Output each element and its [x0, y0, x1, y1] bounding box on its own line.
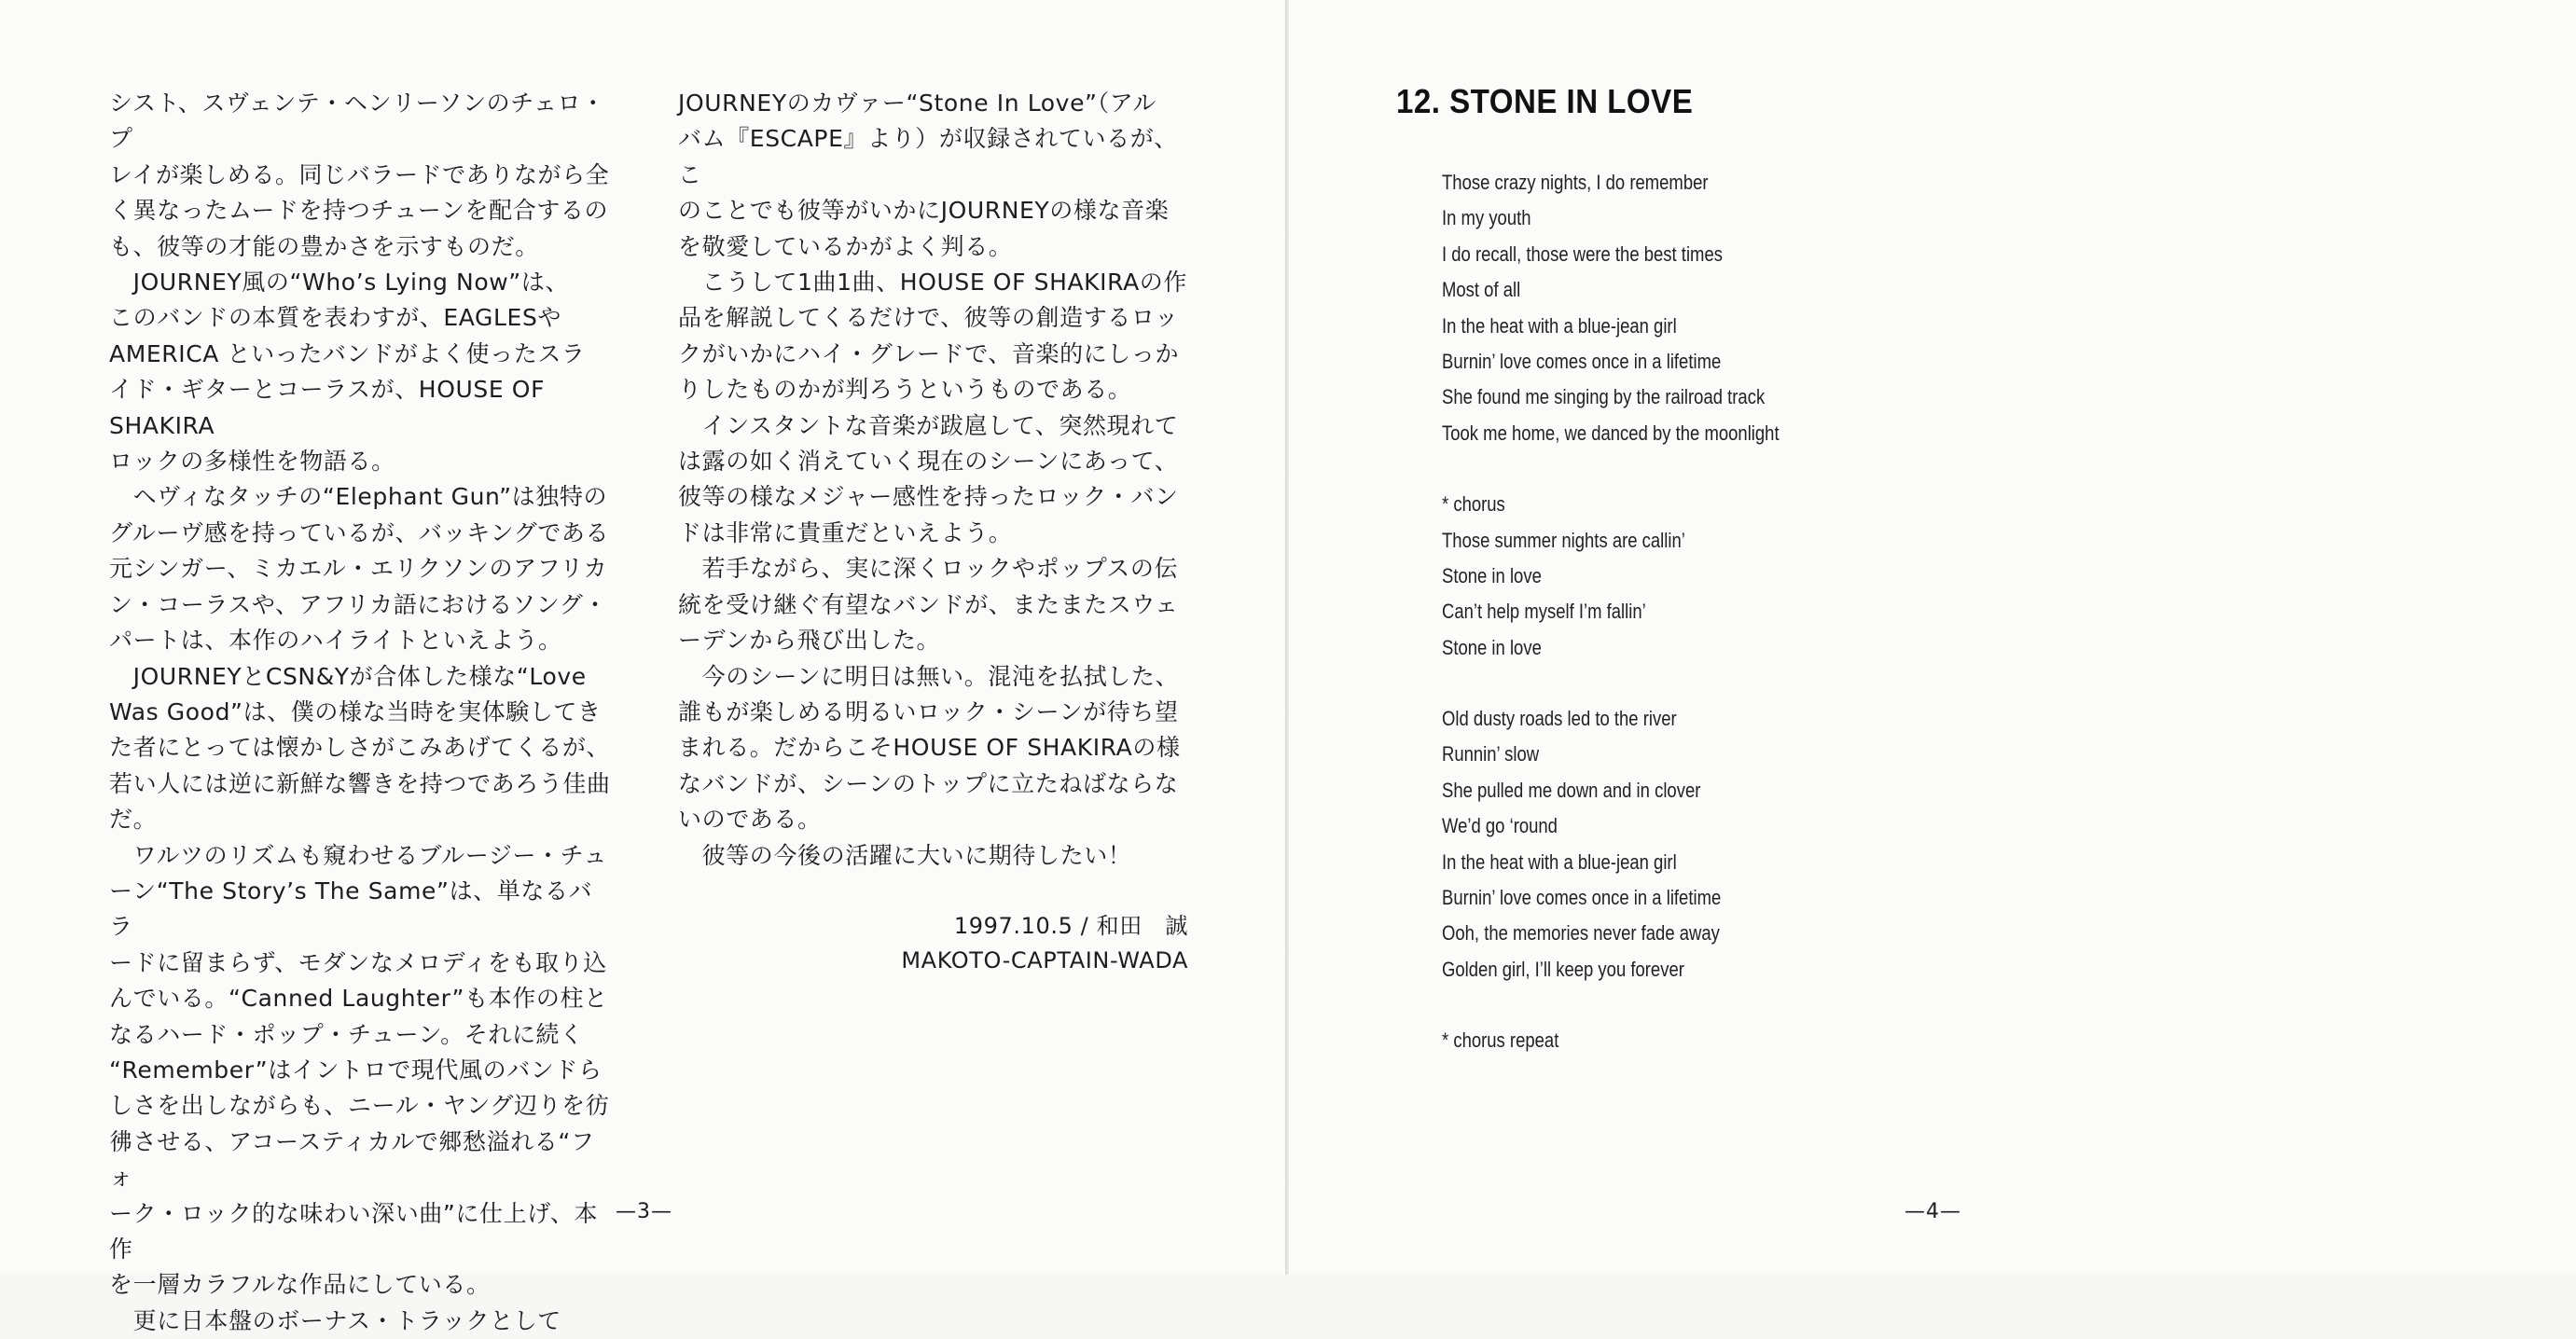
paragraph: 彼等の今後の活躍に大いに期待したい！ [678, 841, 1132, 869]
lyric-line: Burnin’ love comes once in a lifetime [1442, 886, 1722, 910]
lyric-line: She pulled me down and in clover [1442, 778, 1701, 802]
liner-notes-column-1 [109, 86, 613, 1339]
lyric-line: Those crazy nights, I do remember [1442, 171, 1709, 194]
lyric-line: Ooh, the memories never fade away [1442, 921, 1720, 946]
lyric-line: Stone in love [1442, 635, 1542, 659]
lyric-line: She found me singing by the railroad track [1442, 385, 1766, 409]
chorus-repeat [1442, 1023, 1780, 1058]
lyric-line: In the heat with a blue-jean girl [1442, 849, 1677, 874]
paragraph: ヘヴィなタッチの“Elephant Gun”は独特の グルーヴ感を持っているが、バッキングである 元シンガー、ミカエル・エリクソンのアフリカ ン・コーラスや、アフリカ語におけるソング・ パートは、本作のハイライトといえよう。 [109, 483, 610, 655]
paragraph: 今のシーンに明日は無い。混沌を払拭した、 誰もが楽しめる明るいロック・シーンが待ち望 まれる。だからこそHOUSE OF SHAKIRAの様 なバンドが、シーンのトップに立たねばならな いのである。 [678, 662, 1181, 834]
lyric-line: Burnin’ love comes once in a lifetime [1442, 349, 1722, 373]
chorus [1442, 487, 1780, 666]
page-number-left: —3— [616, 1200, 672, 1223]
paragraph: こうして1曲1曲、HOUSE OF SHAKIRAの作 品を解説してくるだけで、彼等の創造するロッ クがいかにハイ・グレードで、音楽的にしっか りしたものかが判ろうというものである。 [678, 269, 1187, 404]
lyric-line: Golden girl, I’ll keep you forever [1442, 957, 1684, 981]
lyrics [1442, 165, 1780, 1095]
chorus-repeat-label: * chorus repeat [1442, 1028, 1559, 1053]
paragraph: JOURNEY風の“Who’s Lying Now”は、 このバンドの本質を表わすが、EAGLESや AMERICA といったバンドがよく使ったスラ イド・ギターとコーラスが、HOUSE OF SHAKIRA ロックの多様性を物語る。 [109, 269, 586, 476]
lyric-line: In the heat with a blue-jean girl [1442, 313, 1677, 338]
paragraph: ワルツのリズムも窺わせるブルージー・チュ ーン“The Story’s The Same”は、単なるバラ ードに留まらず、モダンなメロディをも取り込 んでいる。“Canned Laughter”も本作の柱と なるハード・ポップ・チューン。それに続く “Remember”はイントロで現代風のバンドら しさを出しながらも、ニール・ヤング辺りを彷 彿させる、アコースティカルで郷愁溢れる“フォ ーク・ロック的な味わい深い曲”に仕上げ、本作 を一層カラフルな作品にしている。 [109, 841, 610, 1299]
lyric-line: Most of all [1442, 278, 1521, 302]
lyric-line: In my youth [1442, 206, 1531, 230]
verse-1 [1442, 165, 1780, 451]
paragraph: インスタントな音楽が跋扈して、突然現れて は露の如く消えていく現在のシーンにあって、 彼等の様なメジャー感性を持ったロック・バン ドは非常に貴重だといえよう。 [678, 411, 1179, 546]
paragraph: 若手ながら、実に深くロックやポップスの伝 統を受け継ぐ有望なバンドが、またまたスウェ ーデンから飛び出した。 [678, 555, 1179, 655]
lyric-line: We’d go ‘round [1442, 814, 1558, 838]
lyric-line: Runnin’ slow [1442, 742, 1540, 766]
paragraph: シスト、スヴェンテ・ヘンリーソンのチェロ・プ レイが楽しめる。同じバラードでありながら全 く異なったムードを持つチューンを配合するの も、彼等の才能の豊かさを示すものだ。 [109, 90, 610, 260]
lyric-line: Took me home, we danced by the moonlight [1442, 421, 1780, 445]
author-signature: 1997.10.5 / 和田 誠 MAKOTO-CAPTAIN-WADA [901, 912, 1188, 973]
paragraph: JOURNEYとCSN&Yが合体した様な“Love Was Good”は、僕の様な当時を実体験してき た者にとっては懐かしさがこみあげてくるが、 若い人には逆に新鮮な響きを持つであろう佳曲 だ。 [109, 662, 611, 834]
paragraph: 更に日本盤のボーナス・トラックとして [109, 1306, 561, 1334]
verse-2 [1442, 701, 1780, 987]
lyric-line: I do recall, those were the best times [1442, 242, 1723, 266]
liner-notes-column-2 [678, 86, 1188, 978]
lyric-line: Can’t help myself I’m fallin’ [1442, 600, 1646, 624]
lyric-line: Those summer nights are callin’ [1442, 528, 1685, 552]
song-title: 12. STONE IN LOVE [1396, 82, 1694, 120]
lyric-line: Old dusty roads led to the river [1442, 707, 1677, 731]
lyric-line: Stone in love [1442, 563, 1542, 587]
left-page [0, 0, 1285, 1334]
paragraph: JOURNEYのカヴァー“Stone In Love”（アル バム『ESCAPE』より）が収録されているが、こ のことでも彼等がいかにJOURNEYの様な音楽 を敬愛しているかがよく判る。 [678, 90, 1178, 260]
page-number-right: —4— [1904, 1200, 1961, 1223]
chorus-label: * chorus [1442, 492, 1505, 517]
